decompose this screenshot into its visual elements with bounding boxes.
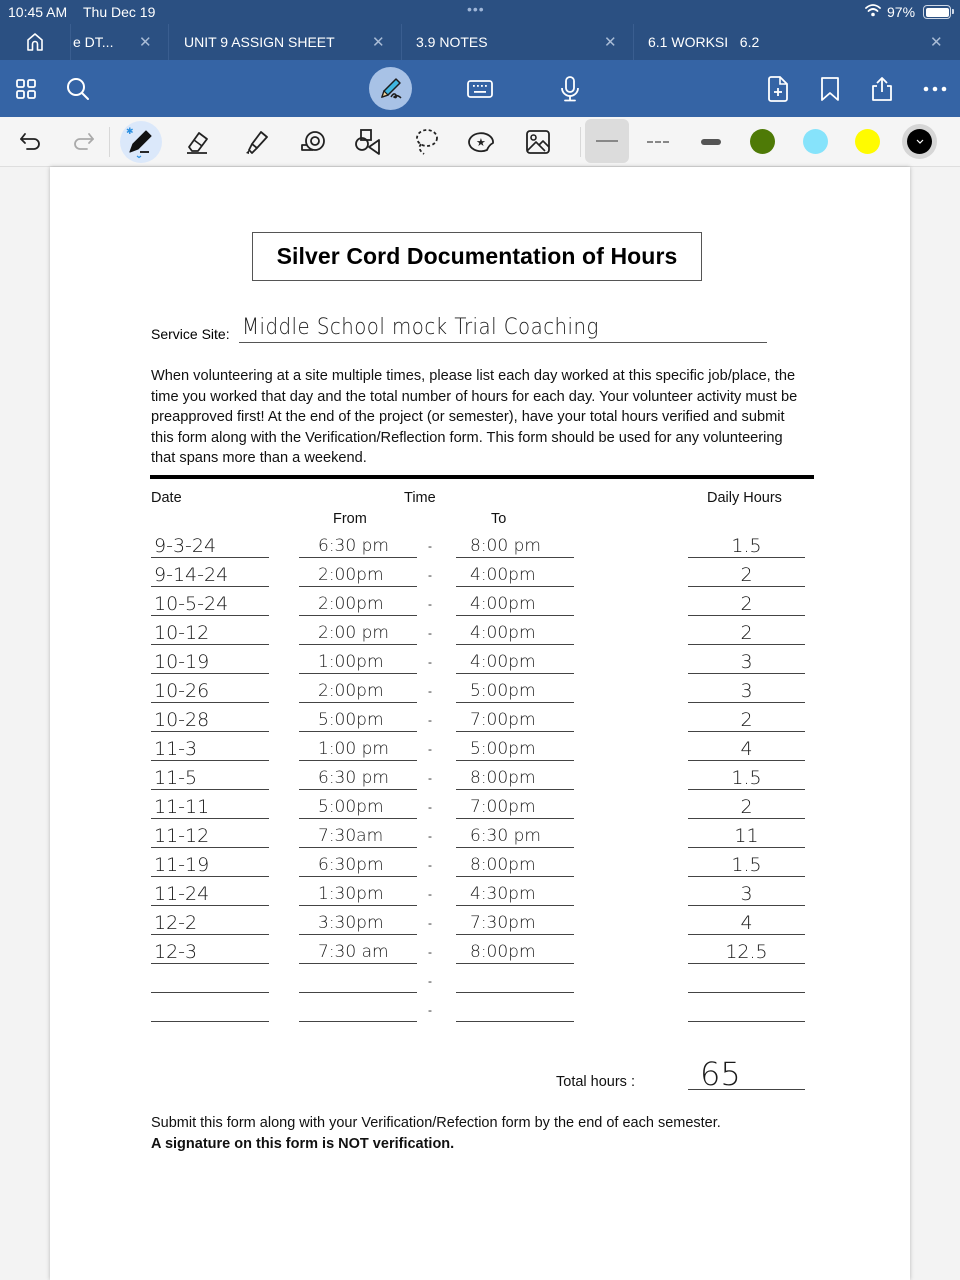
time-separator: - [428, 1003, 432, 1017]
drawing-toolbar [0, 117, 960, 167]
highlighter-tool[interactable] [240, 126, 272, 158]
tab-unit-9-assign-sheet[interactable] [168, 24, 401, 60]
to-value: 7:00pm [470, 797, 536, 817]
shapes-icon [353, 128, 383, 156]
date-value: 11-3 [154, 738, 198, 760]
from-value: 6:30 pm [318, 536, 389, 556]
eraser-tool[interactable] [181, 126, 213, 158]
hours-value: 12.5 [725, 941, 768, 963]
date-value: 12-3 [154, 941, 198, 963]
tab-label: 6.1 WORKSI 6.2 [648, 34, 760, 50]
image-icon [525, 129, 551, 155]
time-separator: - [428, 887, 432, 901]
date-value: 12-2 [154, 912, 198, 934]
time-separator: - [428, 684, 432, 698]
hours-value: 1.5 [731, 767, 762, 789]
date-value: 10-26 [154, 680, 210, 702]
from-value: 3:30pm [318, 913, 384, 933]
dashed-line-icon [647, 141, 669, 143]
document-title: Silver Cord Documentation of Hours [276, 243, 678, 269]
from-value: 6:30pm [318, 855, 384, 875]
from-value: 5:00pm [318, 710, 384, 730]
to-value: 7:00pm [470, 710, 536, 730]
from-value: 7:30am [318, 826, 384, 846]
shapes-tool[interactable] [352, 126, 384, 158]
table-row [50, 848, 910, 877]
table-row [50, 993, 910, 1022]
to-line [456, 1021, 574, 1022]
table-row [50, 616, 910, 645]
time-separator: - [428, 655, 432, 669]
pen-tool[interactable] [125, 126, 157, 158]
grid-icon[interactable] [11, 74, 41, 104]
time-separator: - [428, 829, 432, 843]
table-row [50, 645, 910, 674]
from-value: 2:00 pm [318, 623, 389, 643]
stroke-thick-button[interactable] [695, 126, 727, 158]
date-line [151, 1021, 269, 1022]
from-value: 2:00pm [318, 594, 384, 614]
total-hours-label: Total hours : [556, 1074, 635, 1090]
color-swatch-light-blue[interactable] [803, 129, 828, 154]
highlighter-icon [242, 128, 270, 156]
to-value: 8:00pm [470, 768, 536, 788]
to-value: 8:00pm [470, 855, 536, 875]
close-icon[interactable]: ✕ [604, 34, 617, 51]
header-time: Time [404, 490, 436, 506]
tab-label: 3.9 NOTES [416, 34, 488, 50]
time-separator: - [428, 916, 432, 930]
from-value: 6:30 pm [318, 768, 389, 788]
time-separator: - [428, 858, 432, 872]
hours-value: 2 [740, 709, 753, 731]
table-row [50, 906, 910, 935]
home-button[interactable] [0, 24, 70, 60]
tab-label: UNIT 9 ASSIGN SHEET [184, 34, 335, 50]
svg-text:✱: ✱ [126, 127, 134, 137]
tab-bar [0, 24, 960, 60]
eraser-icon [183, 128, 211, 156]
add-page-icon[interactable] [763, 74, 793, 104]
keyboard-icon[interactable] [465, 74, 495, 104]
hours-value: 2 [740, 622, 753, 644]
hours-value: 2 [740, 796, 753, 818]
lasso-tool[interactable] [410, 126, 442, 158]
tape-icon [299, 130, 327, 154]
to-value: 4:00pm [470, 623, 536, 643]
time-separator: - [428, 626, 432, 640]
top-bar [0, 0, 960, 60]
share-icon[interactable] [867, 74, 897, 104]
table-row [50, 819, 910, 848]
time-separator: - [428, 800, 432, 814]
from-value: 2:00pm [318, 681, 384, 701]
total-hours-value: 65 [700, 1055, 741, 1093]
hours-value: 1.5 [731, 535, 762, 557]
home-icon [25, 32, 45, 52]
ribbon [0, 60, 960, 117]
document-title-box [252, 232, 702, 281]
date-value: 11-19 [154, 854, 210, 876]
from-value: 7:30 am [318, 942, 389, 962]
to-value: 7:30pm [470, 913, 536, 933]
status-time: 10:45 AM [8, 4, 68, 20]
date-value: 10-5-24 [154, 593, 229, 615]
hours-value: 4 [740, 738, 753, 760]
stroke-solid-button[interactable] [585, 119, 629, 163]
pen-mode-button[interactable] [369, 67, 412, 110]
hours-value: 2 [740, 564, 753, 586]
hours-value: 4 [740, 912, 753, 934]
undo-icon [18, 131, 44, 153]
time-separator: - [428, 539, 432, 553]
to-value: 5:00pm [470, 681, 536, 701]
to-value: 8:00 pm [470, 536, 541, 556]
to-value: 5:00pm [470, 739, 536, 759]
color-swatch-yellow[interactable] [855, 129, 880, 154]
header-to: To [491, 511, 507, 527]
table-row [50, 587, 910, 616]
service-site-value: Middle School mock Trial Coaching [242, 315, 599, 340]
battery-icon [923, 5, 951, 19]
to-value: 4:00pm [470, 652, 536, 672]
close-icon[interactable]: ✕ [372, 34, 385, 51]
hours-line [688, 1021, 805, 1022]
lasso-icon [412, 127, 440, 157]
time-separator: - [428, 597, 432, 611]
search-icon[interactable] [63, 74, 93, 104]
tab-dt[interactable] [70, 24, 168, 60]
battery-percent: 97% [887, 4, 916, 20]
tab-3-9-notes[interactable] [401, 24, 633, 60]
time-separator: - [428, 974, 432, 988]
date-value: 11-5 [154, 767, 198, 789]
sticker-tool[interactable] [466, 126, 498, 158]
multitasking-dots[interactable]: ••• [467, 1, 485, 17]
wifi-icon [865, 3, 881, 17]
bookmark-icon[interactable] [815, 74, 845, 104]
date-value: 9-14-24 [154, 564, 229, 586]
time-separator: - [428, 568, 432, 582]
tab-label: e DT... [73, 34, 114, 50]
status-date: Thu Dec 19 [83, 4, 156, 20]
table-row [50, 964, 910, 993]
table-row [50, 935, 910, 964]
section-divider [150, 475, 814, 479]
to-value: 4:00pm [470, 565, 536, 585]
date-value: 11-24 [154, 883, 210, 905]
to-value: 8:00pm [470, 942, 536, 962]
sticker-icon [467, 129, 497, 155]
header-from: From [333, 511, 367, 527]
table-row [50, 558, 910, 587]
undo-button[interactable] [15, 126, 47, 158]
microphone-icon[interactable] [555, 74, 585, 104]
time-separator: - [428, 945, 432, 959]
hours-value: 3 [740, 883, 753, 905]
table-row [50, 674, 910, 703]
color-swatch-green[interactable] [750, 129, 775, 154]
hours-value: 2 [740, 593, 753, 615]
date-value: 9-3-24 [154, 535, 217, 557]
divider [109, 127, 110, 157]
signature-notice: A signature on this form is NOT verification. [151, 1136, 455, 1152]
document-page[interactable] [50, 167, 910, 1280]
tab-6-1-worksheet[interactable] [633, 24, 960, 60]
service-site-label: Service Site: [151, 326, 230, 342]
header-date: Date [151, 490, 182, 506]
header-daily-hours: Daily Hours [707, 490, 782, 506]
from-line [299, 1021, 417, 1022]
stroke-dashed-button[interactable] [642, 126, 674, 158]
to-value: 4:00pm [470, 594, 536, 614]
submit-instructions: Submit this form along with your Verification/Refection form by the end of each semester. [151, 1115, 721, 1131]
table-row [50, 790, 910, 819]
pen-icon [125, 125, 157, 159]
time-separator: - [428, 713, 432, 727]
redo-button[interactable] [67, 126, 99, 158]
date-value: 10-28 [154, 709, 210, 731]
to-value: 6:30 pm [470, 826, 541, 846]
date-value: 11-12 [154, 825, 210, 847]
svg-text:★: ★ [476, 136, 486, 149]
chevron-down-icon [916, 139, 924, 144]
divider [580, 127, 581, 157]
from-value: 1:30pm [318, 884, 384, 904]
redo-icon [70, 131, 96, 153]
from-value: 1:00 pm [318, 739, 389, 759]
date-value: 10-19 [154, 651, 210, 673]
pen-mode-icon [377, 75, 405, 103]
close-icon[interactable]: ✕ [139, 34, 152, 51]
color-swatch-black[interactable] [907, 129, 932, 154]
table-row [50, 529, 910, 558]
table-row [50, 703, 910, 732]
thick-line-icon [701, 139, 721, 145]
solid-line-icon [596, 140, 618, 142]
service-site-line [239, 342, 767, 343]
tape-tool[interactable] [297, 126, 329, 158]
from-value: 5:00pm [318, 797, 384, 817]
more-icon[interactable] [920, 74, 950, 104]
instructions-paragraph: When volunteering at a site multiple times, please list each day worked at this specific job/place, the time you worked that day and the total number of hours for each day. Your volunteer activity must be preapproved first! At the end of the project (or semester), have your total hours verified and submit this form along with the Verification/Reflection form. This form should be used for any volunteering that spans more than a weekend. [151, 368, 798, 467]
date-value: 10-12 [154, 622, 210, 644]
time-separator: - [428, 771, 432, 785]
table-row [50, 877, 910, 906]
close-icon[interactable]: ✕ [930, 34, 943, 51]
to-value: 4:30pm [470, 884, 536, 904]
table-row [50, 761, 910, 790]
date-value: 11-11 [154, 796, 210, 818]
hours-value: 1.5 [731, 854, 762, 876]
hours-value: 3 [740, 680, 753, 702]
status-bar [0, 0, 960, 24]
table-row [50, 732, 910, 761]
from-value: 1:00pm [318, 652, 384, 672]
from-value: 2:00pm [318, 565, 384, 585]
time-separator: - [428, 742, 432, 756]
hours-value: 3 [740, 651, 753, 673]
image-tool[interactable] [522, 126, 554, 158]
hours-value: 11 [734, 825, 759, 847]
